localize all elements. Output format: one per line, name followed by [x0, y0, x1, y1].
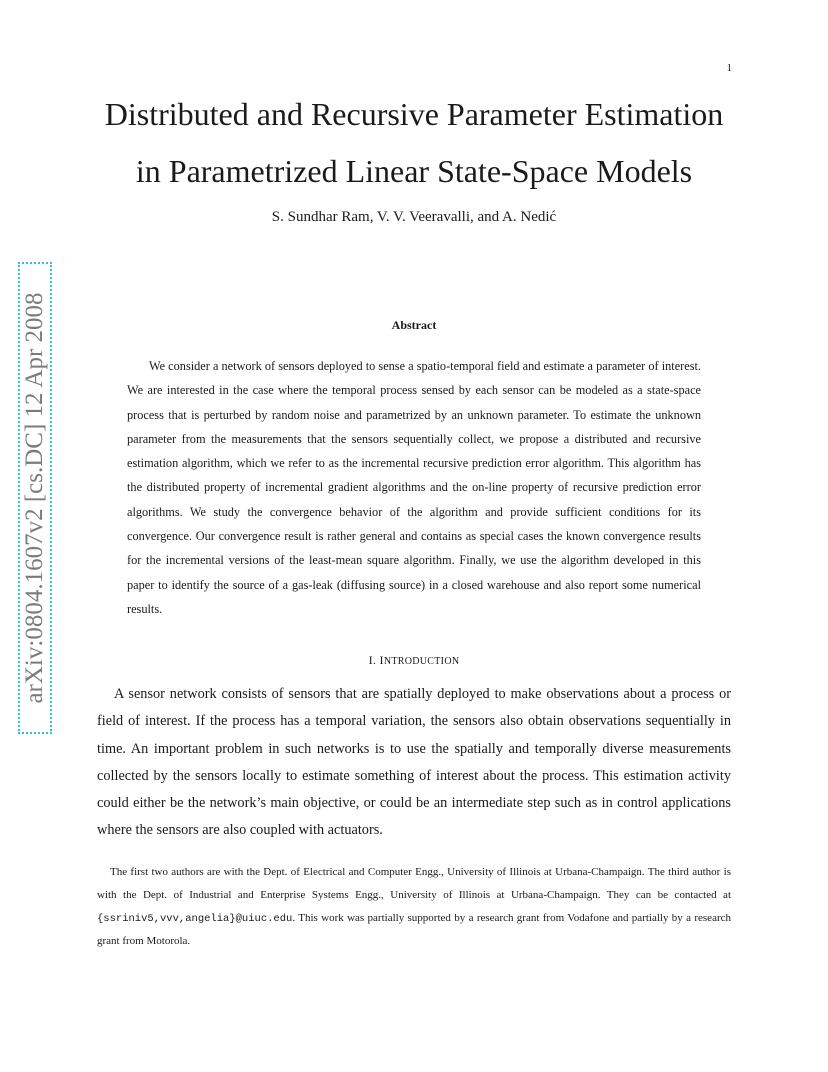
- introduction-paragraph: A sensor network consists of sensors that are spatially deployed to make observations about a process or field of interest. If the process has a temporal variation, the sensors also obtain observations sequentially in time. An important problem in such networks is to use the spatially and temporally diverse measurements collected by the sensors locally to estimate something of interest about the process. This estimation activity could either be the network’s main objective, or could be an intermediate step such as in control applications where the sensors are also coupled with actuators.: [97, 686, 731, 839]
- abstract-heading: Abstract: [391, 318, 437, 332]
- section-number: I.: [368, 653, 377, 667]
- footnote-text-after: . This work was partially supported by a research grant from Vodafone and partially by a research grant from Motorola.: [97, 911, 731, 948]
- page-number: 1: [726, 62, 732, 74]
- section-title-rest: NTRODUCTION: [383, 656, 460, 667]
- section-title-initial: I: [379, 653, 384, 667]
- arxiv-identifier: arXiv:0804.1607v2 [cs.DC] 12 Apr 2008: [21, 292, 48, 704]
- author-list: S. Sundhar Ram, V. V. Veeravalli, and A. Nedić: [271, 209, 557, 225]
- paper-title: [0, 86, 828, 200]
- title-line-1: Distributed and Recursive Parameter Estimation: [104, 96, 724, 132]
- abstract-text: We consider a network of sensors deployed to sense a spatio-temporal field and estimate a parameter of interest. We are interested in the case where the temporal process sensed by each sensor can be modeled as a state-space process that is perturbed by random noise and parametrized by an unknown parameter. To estimate the unknown parameter from the measurements that the sensors sequentially collect, we propose a distributed and recursive estimation algorithm, which we refer to as the incremental recursive prediction error algorithm. This algorithm has the distributed property of incremental gradient algorithms and the on-line property of recursive prediction error algorithms. We study the convergence behavior of the algorithm and provide sufficient conditions for its convergence. Our convergence result is rather general and contains as special cases the known convergence results for the incremental versions of the least-mean square algorithm. Finally, we use the algorithm developed in this paper to identify the source of a gas-leak (diffusing source) in a closed warehouse and also report some numerical results.: [127, 359, 701, 616]
- section-heading-introduction: [0, 653, 828, 668]
- title-line-2: in Parametrized Linear State-Space Models: [135, 153, 693, 189]
- footnote: [97, 861, 731, 953]
- footnote-emails[interactable]: {ssriniv5,vvv,angelia}@uiuc.edu: [97, 912, 293, 925]
- footnote-text-before: The first two authors are with the Dept. of Electrical and Computer Engg., University of Illinois at Urbana-Champaign. The third author is with the Dept. of Industrial and Enterprise Systems Engg., University of Illinois at Urbana-Champaign. They can be contacted at: [97, 866, 731, 901]
